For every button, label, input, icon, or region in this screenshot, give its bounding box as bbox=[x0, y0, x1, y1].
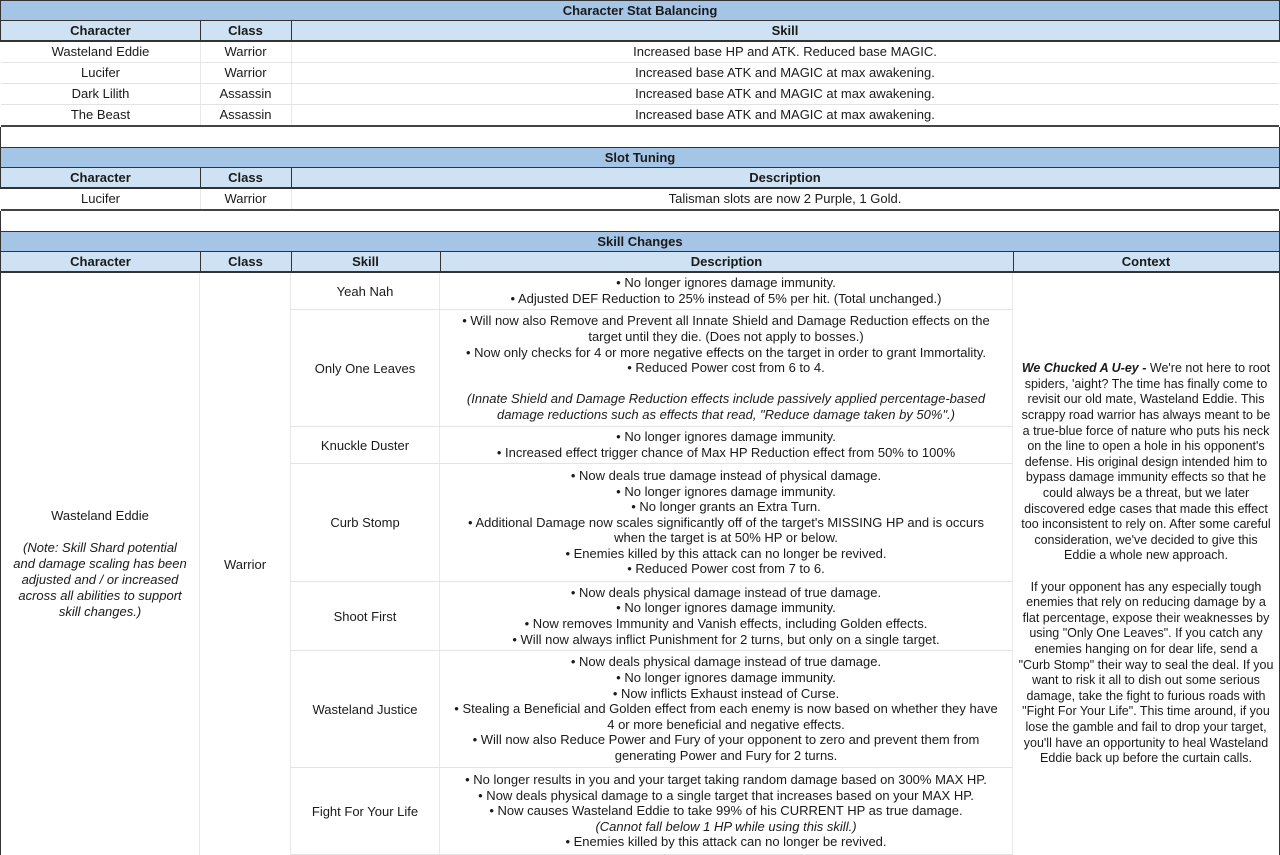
cell-character: Dark Lilith bbox=[1, 84, 201, 104]
skill-changes-title: Skill Changes bbox=[0, 231, 1280, 252]
skill-name: Only One Leaves bbox=[291, 310, 440, 426]
cell-character: Lucifer bbox=[1, 189, 201, 209]
skill-row bbox=[291, 427, 1013, 464]
slot-tuning-header bbox=[0, 168, 1280, 189]
context-cell bbox=[1013, 273, 1279, 855]
table-row bbox=[1, 105, 1279, 127]
skill-row bbox=[291, 582, 1013, 651]
cell-class: Warrior bbox=[200, 189, 292, 209]
cell-character: Wasteland Eddie bbox=[1, 42, 201, 62]
context-heading: We Chucked A U-ey - bbox=[1021, 361, 1147, 376]
header-class: Class bbox=[200, 168, 292, 187]
skill-description: • No longer ignores damage immunity. • Adjusted DEF Reduction to 25% instead of 5% per hit. (Total unchanged.) bbox=[440, 273, 1013, 309]
slot-tuning-title: Slot Tuning bbox=[0, 147, 1280, 168]
skill-name: Shoot First bbox=[291, 582, 440, 650]
header-class: Class bbox=[200, 21, 292, 40]
skill-name: Curb Stomp bbox=[291, 464, 440, 581]
skill-name: Knuckle Duster bbox=[291, 427, 440, 463]
header-skill: Skill bbox=[771, 23, 799, 38]
cell-description: Talisman slots are now 2 Purple, 1 Gold. bbox=[668, 191, 902, 206]
cell-character: The Beast bbox=[1, 105, 201, 125]
cell-class: Assassin bbox=[200, 84, 292, 104]
skill-row bbox=[291, 768, 1013, 855]
skill-changes-header bbox=[0, 252, 1280, 273]
skill-name: Yeah Nah bbox=[291, 273, 440, 309]
skill-row bbox=[291, 273, 1013, 310]
skill-description: • Now deals true damage instead of physical damage. • No longer ignores damage immunity. • No longer grants an Extra Turn. • Additional Damage now scales significantly off of the target's MISSING HP and is occurs when the target is at 50% HP or below. • Enemies killed by this attack can no longer be revived. • Reduced Power cost from 7 to 6. bbox=[440, 464, 1013, 581]
spacer-row bbox=[0, 211, 1280, 231]
header-class: Class bbox=[200, 252, 292, 271]
cell-skill: Increased base HP and ATK. Reduced base MAGIC. bbox=[633, 44, 937, 59]
skill-row bbox=[291, 651, 1013, 768]
table-row bbox=[1, 84, 1279, 105]
skill-changes-body bbox=[0, 273, 1280, 855]
skill-row bbox=[291, 464, 1013, 582]
header-character: Character bbox=[1, 252, 201, 271]
cell-character: Lucifer bbox=[1, 63, 201, 83]
table-row bbox=[1, 42, 1279, 63]
skill-description: • Now deals physical damage instead of true damage. • No longer ignores damage immunity. • Now inflicts Exhaust instead of Curse. • Stealing a Beneficial and Golden effect from each enemy is now based on whether they have 4 or more beneficial and negative effects. • Will now also Reduce Power and Fury of your opponent to zero and prevent them from generating Power and Fury for 2 turns. bbox=[440, 651, 1013, 767]
cell-class: Warrior bbox=[200, 42, 292, 62]
context-paragraph-2: If your opponent has any especially tough enemies that rely on reducing damage by a flat percentage, expose their weaknesses by using "Only One Leaves". If you catch any enemies hanging on for dear life, send a "Curb Stomp" their way to seal the deal. If you want to risk it all to dish out some serious damage, take the fight to furious roads with "Fight For Your Life". This time around, if you lose the gamble and fail to drop your target, you'll have an opportunity to heal Wasteland Eddie back up before the curtain calls. bbox=[1018, 579, 1274, 766]
skill-description: • No longer results in you and your target taking random damage based on 300% MAX HP. • Now deals physical damage to a single target that increases based on your MAX HP. • Now causes Wasteland Eddie to take 99% of his CURRENT HP as true damage. (Cannot fall below 1 HP while using this skill.) • Enemies killed by this attack can no longer be revived. bbox=[440, 768, 1013, 854]
table-row bbox=[1, 189, 1279, 211]
cell-skill: Increased base ATK and MAGIC at max awakening. bbox=[635, 65, 935, 80]
skill-row bbox=[291, 310, 1013, 427]
class-cell bbox=[200, 273, 291, 855]
skill-description: • Now deals physical damage instead of true damage. • No longer ignores damage immunity. • Now removes Immunity and Vanish effects, including Golden effects. • Will now always inflict Punishment for 2 turns, but only on a single target. bbox=[440, 582, 1013, 650]
header-character: Character bbox=[1, 21, 201, 40]
context-paragraph-1: We Chucked A U-ey - We're not here to root spiders, 'aight? The time has finally come to revisit our old mate, Wasteland Eddie. This scrappy road warrior has always meant to be a true-blue force of nature who puts his neck on the line to open a hole in his opponent's defense. His original design intended him to bypass damage immunity effects so that he could always be a threat, but we later discovered edge cases that made this effect too inconsistent to rely on. After some careful consideration, we've decided to give this Eddie a whole new approach. bbox=[1021, 361, 1271, 563]
header-context: Context bbox=[1121, 254, 1171, 269]
cell-skill: Increased base ATK and MAGIC at max awakening. bbox=[635, 107, 935, 122]
header-character: Character bbox=[1, 168, 201, 187]
character-name: Wasteland Eddie bbox=[51, 508, 149, 523]
skill-description: • Will now also Remove and Prevent all Innate Shield and Damage Reduction effects on the target until they die. (Does not apply to bosses.) • Now only checks for 4 or more negative effects on the target in order to grant Immortality. • Reduced Power cost from 6 to 4. (Innate Shield and Damage Reduction effects include passively applied percentage-based damage reductions such as effects that read, "Reduce damage taken by 50%".) bbox=[440, 310, 1013, 426]
header-description: Description bbox=[749, 170, 821, 185]
header-description: Description bbox=[440, 252, 1014, 271]
skill-name: Fight For Your Life bbox=[291, 768, 440, 854]
stat-balancing-header bbox=[0, 21, 1280, 42]
character-note: (Note: Skill Shard potential and damage scaling has been adjusted and / or increased across all abilities to support skill changes.) bbox=[13, 540, 187, 619]
cell-skill: Increased base ATK and MAGIC at max awakening. bbox=[635, 86, 935, 101]
spacer-row bbox=[0, 127, 1280, 147]
cell-class: Warrior bbox=[200, 63, 292, 83]
table-row bbox=[1, 63, 1279, 84]
skill-name: Wasteland Justice bbox=[291, 651, 440, 767]
header-skill: Skill bbox=[291, 252, 441, 271]
class-value: Warrior bbox=[223, 556, 267, 572]
stat-balancing-title: Character Stat Balancing bbox=[0, 0, 1280, 21]
cell-class: Assassin bbox=[200, 105, 292, 125]
skill-description: • No longer ignores damage immunity. • Increased effect trigger chance of Max HP Reduction effect from 50% to 100% bbox=[440, 427, 1013, 463]
character-cell bbox=[1, 273, 200, 855]
